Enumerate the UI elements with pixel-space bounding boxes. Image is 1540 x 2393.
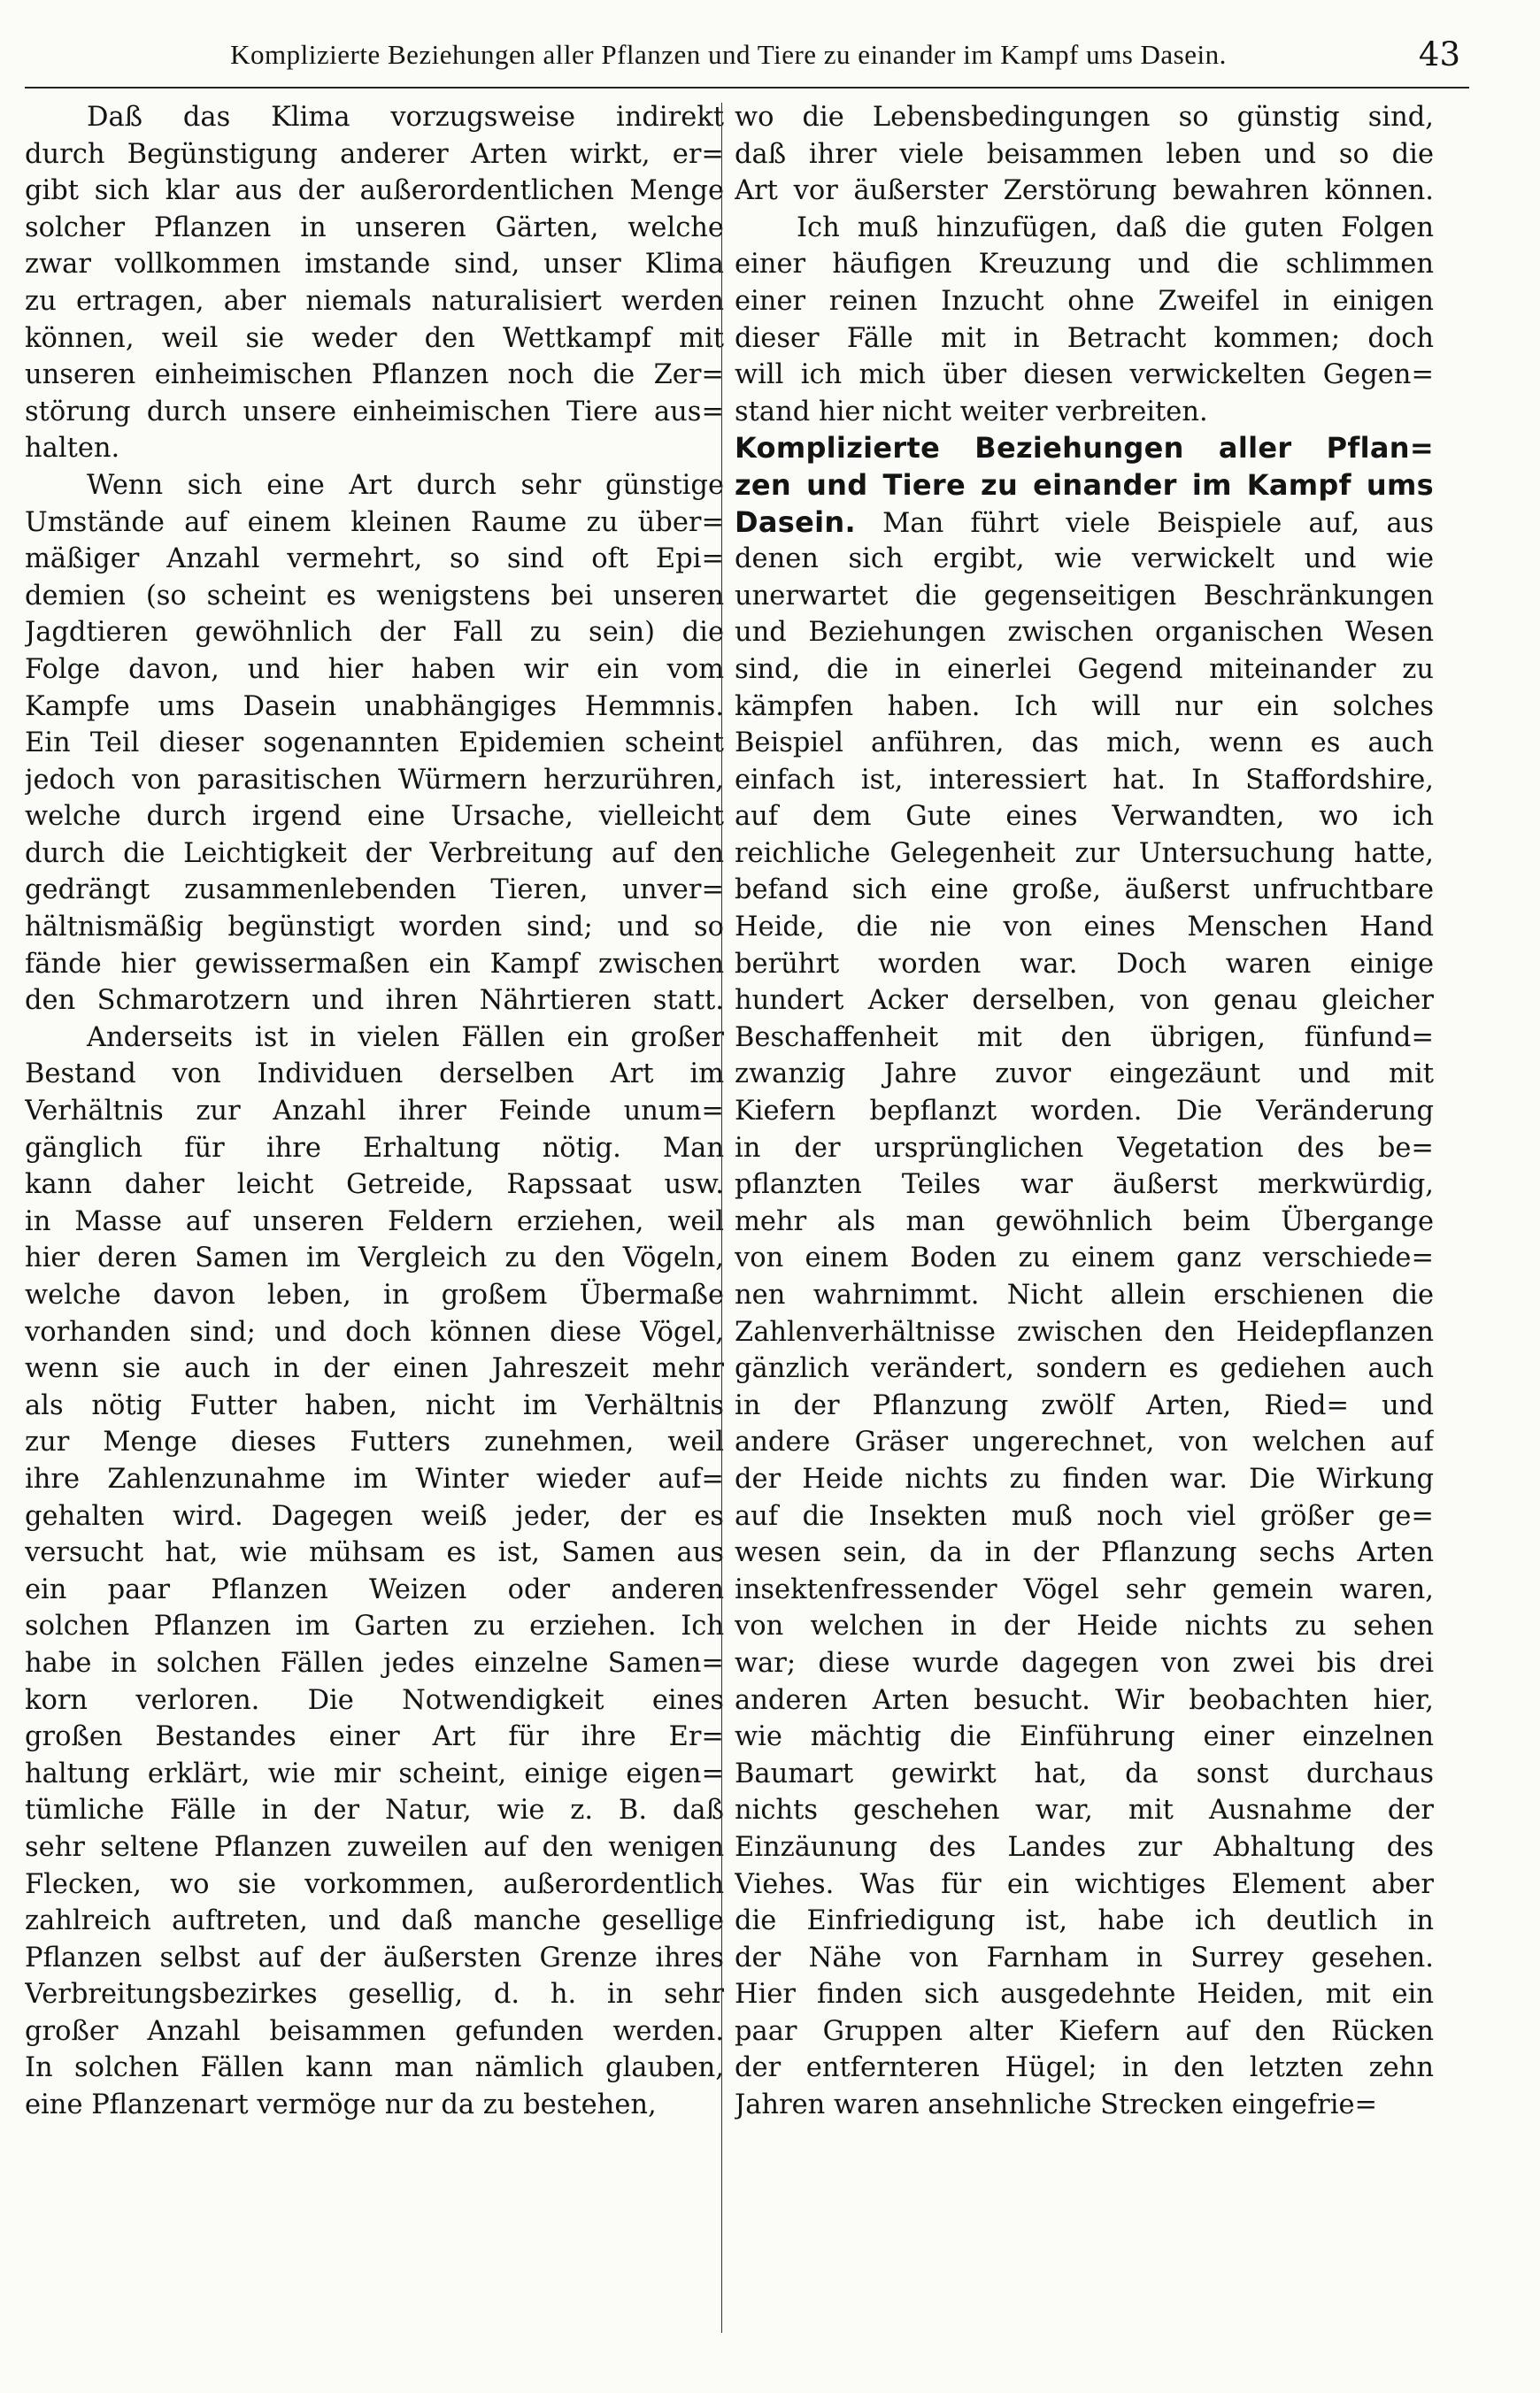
header-rule bbox=[25, 87, 1469, 88]
text-line: pflanzten Teiles war äußerst merkwürdig, bbox=[735, 1169, 1434, 1201]
text-line: zur Menge dieses Futters zunehmen, weil bbox=[25, 1427, 724, 1458]
text-line bbox=[735, 504, 1434, 542]
text-line: demien (so scheint es wenigstens bei unseren bbox=[25, 580, 724, 612]
text-line: halten. bbox=[25, 433, 120, 465]
text-line: korn verloren. Die Notwendigkeit eines bbox=[25, 1684, 724, 1716]
text-line: Flecken, wo sie vorkommen, außerordentlich bbox=[25, 1868, 724, 1900]
text-line: Art vor äußerster Zerstörung bewahren können. bbox=[735, 175, 1434, 207]
text-line: Verhältnis zur Anzahl ihrer Feinde unum= bbox=[25, 1096, 724, 1127]
text-line: vorhanden sind; und doch können diese Vögel, bbox=[25, 1316, 724, 1348]
text-line: Wenn sich eine Art durch sehr günstige bbox=[87, 469, 724, 501]
text-line: wesen sein, da in der Pflanzung sechs Arten bbox=[735, 1537, 1434, 1569]
text-line: Kampfe ums Dasein unabhängiges Hemmnis. bbox=[25, 690, 724, 722]
text-line bbox=[735, 467, 1434, 504]
text-line: war; diese wurde dagegen von zwei bis drei bbox=[735, 1647, 1434, 1679]
text-line: solchen Pflanzen im Garten zu erziehen. Ich bbox=[25, 1611, 724, 1643]
text-line: anderen Arten besucht. Wir beobachten hier, bbox=[735, 1684, 1434, 1716]
text-line: denen sich ergibt, wie verwickelt und wie bbox=[735, 543, 1434, 575]
text-line: mäßiger Anzahl vermehrt, so sind oft Epi= bbox=[25, 543, 724, 575]
text-line: versucht hat, wie mühsam es ist, Samen aus bbox=[25, 1537, 724, 1569]
text-line: Viehes. Was für ein wichtiges Element aber bbox=[735, 1868, 1434, 1900]
text-line: jedoch von parasitischen Würmern herzurühren, bbox=[25, 764, 724, 796]
text-line: gänzlich verändert, sondern es gediehen auch bbox=[735, 1353, 1434, 1385]
text-line: sind, die in einerlei Gegend miteinander zu bbox=[735, 653, 1434, 685]
text-line: Verbreitungsbezirkes gesellig, d. h. in sehr bbox=[25, 1979, 724, 2011]
text-line: in der Pflanzung zwölf Arten, Ried= und bbox=[735, 1389, 1434, 1421]
section-heading: Dasein. bbox=[735, 504, 856, 539]
page-number: 43 bbox=[1418, 35, 1460, 73]
text-line: Jahren waren ansehnliche Strecken eingefrie= bbox=[735, 2089, 1378, 2121]
text-line: eine Pflanzenart vermöge nur da zu bestehen, bbox=[25, 2089, 657, 2121]
right-text-column bbox=[735, 99, 1434, 2347]
text-line: haltung erklärt, wie mir scheint, einige eigen= bbox=[25, 1758, 724, 1789]
text-line: Anderseits ist in vielen Fällen ein großer bbox=[87, 1021, 724, 1053]
text-line: gehalten wird. Dagegen weiß jeder, der es bbox=[25, 1500, 724, 1532]
text-line: kämpfen haben. Ich will nur ein solches bbox=[735, 690, 1434, 722]
text-line: hundert Acker derselben, von genau gleicher bbox=[735, 985, 1434, 1017]
text-line: tümliche Fälle in der Natur, wie z. B. daß bbox=[25, 1795, 724, 1827]
text-line: Beispiel anführen, das mich, wenn es auch bbox=[735, 727, 1434, 759]
text-line: von einem Boden zu einem ganz verschiede= bbox=[735, 1243, 1434, 1274]
text-line: Folge davon, und hier haben wir ein vom bbox=[25, 653, 724, 685]
text-line: Ein Teil dieser sogenannten Epidemien scheint bbox=[25, 727, 724, 759]
text-line: Einzäunung des Landes zur Abhaltung des bbox=[735, 1831, 1434, 1863]
left-text-column bbox=[25, 99, 724, 2347]
text-line: einfach ist, interessiert hat. In Staffordshire, bbox=[735, 764, 1434, 796]
text-line: sehr seltene Pflanzen zuweilen auf den wenigen bbox=[25, 1831, 724, 1863]
text-line: andere Gräser ungerechnet, von welchen auf bbox=[735, 1427, 1434, 1458]
text-line: zwanzig Jahre zuvor eingezäunt und mit bbox=[735, 1058, 1434, 1090]
text-line: Jagdtieren gewöhnlich der Fall zu sein) die bbox=[25, 617, 724, 649]
text-line: auf die Insekten muß noch viel größer ge= bbox=[735, 1500, 1434, 1532]
text-line: von welchen in der Heide nichts zu sehen bbox=[735, 1611, 1434, 1643]
text-line: gedrängt zusammenlebenden Tieren, unver= bbox=[25, 874, 724, 906]
text-line: unerwartet die gegenseitigen Beschränkungen bbox=[735, 580, 1434, 612]
text-line: mehr als man gewöhnlich beim Übergange bbox=[735, 1205, 1434, 1237]
text-line: Hier finden sich ausgedehnte Heiden, mit ein bbox=[735, 1979, 1434, 2011]
text-line: der entfernteren Hügel; in den letzten zehn bbox=[735, 2052, 1434, 2084]
text-line: gibt sich klar aus der außerordentlichen Menge bbox=[25, 175, 724, 207]
text-line: nichts geschehen war, mit Ausnahme der bbox=[735, 1795, 1434, 1827]
text-line: daß ihrer viele beisammen leben und so die bbox=[735, 138, 1434, 170]
text-line: der Heide nichts zu finden war. Die Wirkung bbox=[735, 1463, 1434, 1495]
text-line: wenn sie auch in der einen Jahreszeit mehr bbox=[25, 1353, 724, 1385]
text-line: wie mächtig die Einführung einer einzelnen bbox=[735, 1721, 1434, 1753]
text-line: können, weil sie weder den Wettkampf mit bbox=[25, 322, 724, 354]
text-line: nen wahrnimmt. Nicht allein erschienen die bbox=[735, 1280, 1434, 1311]
text-line: paar Gruppen alter Kiefern auf den Rücken bbox=[735, 2015, 1434, 2047]
text-line: fände hier gewissermaßen ein Kampf zwischen bbox=[25, 948, 724, 980]
text-line: zu ertragen, aber niemals naturalisiert werden bbox=[25, 285, 724, 317]
text-line: Zahlenverhältnisse zwischen den Heidepflanzen bbox=[735, 1316, 1434, 1348]
text-line: durch Begünstigung anderer Arten wirkt, er= bbox=[25, 138, 724, 170]
section-heading: Komplizierte Beziehungen aller Pflan= bbox=[735, 431, 1434, 466]
text-line bbox=[735, 430, 1434, 467]
text-line: insektenfressender Vögel sehr gemein waren, bbox=[735, 1574, 1434, 1605]
text-line: welche davon leben, in großem Übermaße bbox=[25, 1280, 724, 1311]
text-line: Bestand von Individuen derselben Art im bbox=[25, 1058, 724, 1090]
text-line: auf dem Gute eines Verwandten, wo ich bbox=[735, 801, 1434, 833]
section-heading: zen und Tiere zu einander im Kampf ums bbox=[735, 467, 1434, 502]
text-line: berührt worden war. Doch waren einige bbox=[735, 948, 1434, 980]
text-line: dieser Fälle mit in Betracht kommen; doch bbox=[735, 322, 1434, 354]
text-line: zahlreich auftreten, und daß manche gesellige bbox=[25, 1905, 724, 1937]
text-line: Umstände auf einem kleinen Raume zu über= bbox=[25, 506, 724, 538]
text-line: Pflanzen selbst auf der äußersten Grenze ihres bbox=[25, 1942, 724, 1974]
text-line: einer reinen Inzucht ohne Zweifel in einigen bbox=[735, 285, 1434, 317]
text-line: reichliche Gelegenheit zur Untersuchung hatte, bbox=[735, 837, 1434, 869]
text-line: einer häufigen Kreuzung und die schlimmen bbox=[735, 249, 1434, 281]
text-line: kann daher leicht Getreide, Rapssaat usw. bbox=[25, 1169, 724, 1201]
text-line: ein paar Pflanzen Weizen oder anderen bbox=[25, 1574, 724, 1605]
column-divider bbox=[721, 103, 722, 2333]
text-line: und Beziehungen zwischen organischen Wesen bbox=[735, 617, 1434, 649]
text-line: störung durch unsere einheimischen Tiere aus= bbox=[25, 396, 724, 427]
text-line: Beschaffenheit mit den übrigen, fünfund= bbox=[735, 1021, 1434, 1053]
text-line: den Schmarotzern und ihren Nährtieren statt. bbox=[25, 985, 724, 1017]
text-line: ihre Zahlenzunahme im Winter wieder auf= bbox=[25, 1463, 724, 1495]
text-line: die Einfriedigung ist, habe ich deutlich in bbox=[735, 1905, 1434, 1937]
text-line: hier deren Samen im Vergleich zu den Vögeln, bbox=[25, 1243, 724, 1274]
text-line: befand sich eine große, äußerst unfruchtbare bbox=[735, 874, 1434, 906]
text-line: Daß das Klima vorzugsweise indirekt bbox=[87, 102, 724, 133]
running-head: Komplizierte Beziehungen aller Pflanzen und Tiere zu einander im Kampf ums Dasein. bbox=[230, 39, 1227, 70]
text-line: zwar vollkommen imstande sind, unser Klima bbox=[25, 249, 724, 281]
text-line: habe in solchen Fällen jedes einzelne Samen= bbox=[25, 1647, 724, 1679]
text-line: der Nähe von Farnham in Surrey gesehen. bbox=[735, 1942, 1434, 1974]
text-line: als nötig Futter haben, nicht im Verhältnis bbox=[25, 1389, 724, 1421]
text-line: solcher Pflanzen in unseren Gärten, welche bbox=[25, 212, 724, 243]
heading-run-in-text: Man führt viele Beispiele auf, aus bbox=[855, 507, 1434, 539]
text-line: In solchen Fällen kann man nämlich glauben, bbox=[25, 2052, 724, 2084]
text-line: in Masse auf unseren Feldern erziehen, weil bbox=[25, 1205, 724, 1237]
text-line: durch die Leichtigkeit der Verbreitung auf den bbox=[25, 837, 724, 869]
text-line: welche durch irgend eine Ursache, vielleicht bbox=[25, 801, 724, 833]
text-line: Baumart gewirkt hat, da sonst durchaus bbox=[735, 1758, 1434, 1789]
text-line: hältnismäßig begünstigt worden sind; und so bbox=[25, 912, 724, 943]
text-line: gänglich für ihre Erhaltung nötig. Man bbox=[25, 1132, 724, 1164]
text-line: großen Bestandes einer Art für ihre Er= bbox=[25, 1721, 724, 1753]
text-line: unseren einheimischen Pflanzen noch die Zer= bbox=[25, 359, 724, 391]
text-line: Kiefern bepflanzt worden. Die Veränderung bbox=[735, 1096, 1434, 1127]
text-line: in der ursprünglichen Vegetation des be= bbox=[735, 1132, 1434, 1164]
text-line: wo die Lebensbedingungen so günstig sind, bbox=[735, 102, 1434, 133]
text-line: will ich mich über diesen verwickelten Gegen= bbox=[735, 359, 1434, 391]
text-line: Ich muß hinzufügen, daß die guten Folgen bbox=[797, 212, 1434, 243]
text-line: stand hier nicht weiter verbreiten. bbox=[735, 396, 1208, 427]
text-line: Heide, die nie von eines Menschen Hand bbox=[735, 912, 1434, 943]
text-line: großer Anzahl beisammen gefunden werden. bbox=[25, 2015, 724, 2047]
